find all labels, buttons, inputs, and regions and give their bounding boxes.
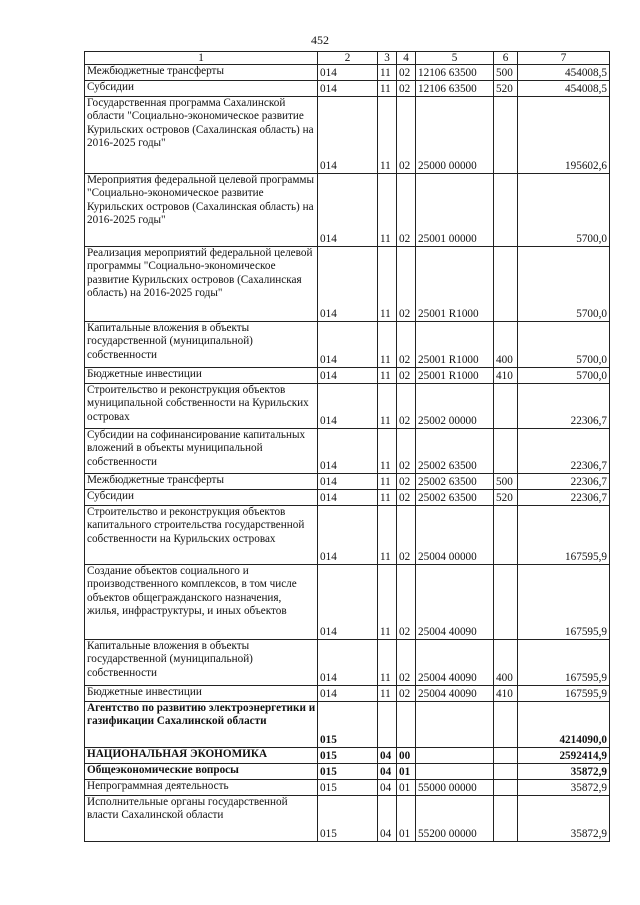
target-article-code: 25002 63500: [416, 490, 494, 506]
row-name: Строительство и реконструкция объектов муниципальной собственности на Курильских островах: [85, 384, 318, 429]
section-code: 04: [378, 780, 397, 796]
ministry-code: 014: [318, 368, 378, 384]
section-code: 11: [378, 322, 397, 368]
table-row: [85, 490, 610, 506]
expense-type-code: 520: [494, 490, 518, 506]
table-row: [85, 384, 610, 429]
target-article-code: 25002 63500: [416, 429, 494, 474]
expense-type-code: [494, 702, 518, 748]
target-article-code: 25000 00000: [416, 97, 494, 174]
ministry-code: 015: [318, 796, 378, 842]
ministry-code: 015: [318, 748, 378, 764]
subsection-code: 02: [397, 640, 416, 686]
section-code: 11: [378, 97, 397, 174]
section-code: 11: [378, 65, 397, 81]
row-name: Непрограммная деятельность: [85, 780, 318, 796]
expense-type-code: [494, 429, 518, 474]
subsection-code: 02: [397, 384, 416, 429]
ministry-code: 014: [318, 474, 378, 490]
target-article-code: [416, 702, 494, 748]
target-article-code: 25004 00000: [416, 506, 494, 565]
row-name: Субсидии на софинансирование капитальных вложений в объекты муниципальной собственности: [85, 429, 318, 474]
section-code: 11: [378, 384, 397, 429]
amount: 35872,9: [518, 796, 610, 842]
subsection-code: 02: [397, 429, 416, 474]
amount: 454008,5: [518, 65, 610, 81]
section-code: 11: [378, 565, 397, 640]
amount: 22306,7: [518, 474, 610, 490]
column-header-5: 5: [416, 52, 494, 65]
target-article-code: 12106 63500: [416, 81, 494, 97]
row-name: Бюджетные инвестиции: [85, 368, 318, 384]
table-row: [85, 640, 610, 686]
column-header-1: 1: [85, 52, 318, 65]
column-header-4: 4: [397, 52, 416, 65]
table-row: [85, 247, 610, 322]
table-row: [85, 506, 610, 565]
ministry-code: 014: [318, 429, 378, 474]
subsection-code: 02: [397, 506, 416, 565]
ministry-code: 015: [318, 780, 378, 796]
row-name: Мероприятия федеральной целевой программы "Социально-экономическое развитие Курильских островов (Сахалинская область) на 2016-2025 годы": [85, 174, 318, 247]
target-article-code: 25004 40090: [416, 640, 494, 686]
amount: 22306,7: [518, 384, 610, 429]
table-row: [85, 764, 610, 780]
expense-type-code: 400: [494, 640, 518, 686]
ministry-code: 014: [318, 686, 378, 702]
amount: 4214090,0: [518, 702, 610, 748]
section-code: 11: [378, 506, 397, 565]
subsection-code: 02: [397, 686, 416, 702]
table-row: [85, 686, 610, 702]
row-name: НАЦИОНАЛЬНАЯ ЭКОНОМИКА: [85, 748, 318, 764]
expense-type-code: 410: [494, 368, 518, 384]
row-name: Бюджетные инвестиции: [85, 686, 318, 702]
table-header-row: [85, 52, 610, 65]
expense-type-code: [494, 174, 518, 247]
table-row: [85, 65, 610, 81]
section-code: 11: [378, 81, 397, 97]
page-number: 452: [311, 33, 329, 47]
section-code: 11: [378, 247, 397, 322]
ministry-code: 014: [318, 174, 378, 247]
target-article-code: 25004 40090: [416, 565, 494, 640]
expense-type-code: 500: [494, 474, 518, 490]
ministry-code: 014: [318, 322, 378, 368]
ministry-code: 014: [318, 640, 378, 686]
section-code: 11: [378, 368, 397, 384]
section-code: 11: [378, 686, 397, 702]
amount: 35872,9: [518, 764, 610, 780]
row-name: Капитальные вложения в объекты государственной (муниципальной) собственности: [85, 322, 318, 368]
subsection-code: 02: [397, 490, 416, 506]
section-code: 11: [378, 640, 397, 686]
row-name: Создание объектов социального и производственного комплексов, в том числе объектов общегражданского назначения, жилья, инфраструктуры, и иных объектов: [85, 565, 318, 640]
ministry-code: 014: [318, 490, 378, 506]
row-name: Исполнительные органы государственной власти Сахалинской области: [85, 796, 318, 842]
ministry-code: 015: [318, 764, 378, 780]
table-row: [85, 748, 610, 764]
row-name: Субсидии: [85, 81, 318, 97]
target-article-code: 25001 R1000: [416, 247, 494, 322]
amount: 5700,0: [518, 368, 610, 384]
column-header-2: 2: [318, 52, 378, 65]
subsection-code: 02: [397, 474, 416, 490]
ministry-code: 015: [318, 702, 378, 748]
section-code: 04: [378, 796, 397, 842]
table-row: [85, 796, 610, 842]
table-row: [85, 474, 610, 490]
subsection-code: 01: [397, 780, 416, 796]
amount: 454008,5: [518, 81, 610, 97]
amount: 5700,0: [518, 174, 610, 247]
table-row: [85, 780, 610, 796]
table-row: [85, 81, 610, 97]
subsection-code: 02: [397, 565, 416, 640]
row-name: Государственная программа Сахалинской области "Социально-экономическое развитие Курильских островов (Сахалинская область) на 2016-2025 годы": [85, 97, 318, 174]
amount: 167595,9: [518, 565, 610, 640]
expense-type-code: [494, 764, 518, 780]
expense-type-code: 520: [494, 81, 518, 97]
target-article-code: 25001 00000: [416, 174, 494, 247]
amount: 22306,7: [518, 429, 610, 474]
expense-type-code: [494, 247, 518, 322]
target-article-code: 25004 40090: [416, 686, 494, 702]
section-code: 11: [378, 490, 397, 506]
target-article-code: 25002 63500: [416, 474, 494, 490]
amount: 5700,0: [518, 247, 610, 322]
ministry-code: 014: [318, 81, 378, 97]
amount: 195602,6: [518, 97, 610, 174]
subsection-code: 01: [397, 796, 416, 842]
row-name: Межбюджетные трансферты: [85, 65, 318, 81]
target-article-code: [416, 764, 494, 780]
amount: 167595,9: [518, 640, 610, 686]
expense-type-code: [494, 97, 518, 174]
subsection-code: 00: [397, 748, 416, 764]
amount: 35872,9: [518, 780, 610, 796]
expense-type-code: [494, 506, 518, 565]
table-row: [85, 702, 610, 748]
ministry-code: 014: [318, 247, 378, 322]
table-row: [85, 174, 610, 247]
target-article-code: 25001 R1000: [416, 322, 494, 368]
expense-type-code: [494, 384, 518, 429]
amount: 2592414,9: [518, 748, 610, 764]
section-code: 04: [378, 748, 397, 764]
row-name: Реализация мероприятий федеральной целевой программы "Социально-экономическое развитие Курильских островов (Сахалинская область) на 2016-2025 годы": [85, 247, 318, 322]
row-name: Строительство и реконструкция объектов капитального строительства государственной собственности на Курильских островах: [85, 506, 318, 565]
section-code: 11: [378, 429, 397, 474]
expense-type-code: [494, 565, 518, 640]
target-article-code: 25001 R1000: [416, 368, 494, 384]
expense-type-code: 400: [494, 322, 518, 368]
subsection-code: [397, 702, 416, 748]
column-header-6: 6: [494, 52, 518, 65]
section-code: [378, 702, 397, 748]
budget-table: [84, 51, 610, 842]
expense-type-code: [494, 796, 518, 842]
table-row: [85, 429, 610, 474]
subsection-code: 02: [397, 368, 416, 384]
amount: 167595,9: [518, 506, 610, 565]
amount: 5700,0: [518, 322, 610, 368]
amount: 167595,9: [518, 686, 610, 702]
row-name: Субсидии: [85, 490, 318, 506]
row-name: Межбюджетные трансферты: [85, 474, 318, 490]
column-header-7: 7: [518, 52, 610, 65]
target-article-code: 25002 00000: [416, 384, 494, 429]
section-code: 11: [378, 474, 397, 490]
column-header-3: 3: [378, 52, 397, 65]
amount: 22306,7: [518, 490, 610, 506]
subsection-code: 02: [397, 81, 416, 97]
target-article-code: 55000 00000: [416, 780, 494, 796]
target-article-code: 55200 00000: [416, 796, 494, 842]
expense-type-code: 500: [494, 65, 518, 81]
subsection-code: 02: [397, 247, 416, 322]
table-row: [85, 322, 610, 368]
subsection-code: 01: [397, 764, 416, 780]
table-row: [85, 97, 610, 174]
subsection-code: 02: [397, 322, 416, 368]
row-name: Общеэкономические вопросы: [85, 764, 318, 780]
subsection-code: 02: [397, 97, 416, 174]
table-row: [85, 368, 610, 384]
target-article-code: [416, 748, 494, 764]
section-code: 04: [378, 764, 397, 780]
subsection-code: 02: [397, 174, 416, 247]
row-name: Капитальные вложения в объекты государственной (муниципальной) собственности: [85, 640, 318, 686]
subsection-code: 02: [397, 65, 416, 81]
ministry-code: 014: [318, 97, 378, 174]
ministry-code: 014: [318, 384, 378, 429]
expense-type-code: [494, 748, 518, 764]
row-name: Агентство по развитию электроэнергетики и газификации Сахалинской области: [85, 702, 318, 748]
ministry-code: 014: [318, 506, 378, 565]
ministry-code: 014: [318, 65, 378, 81]
expense-type-code: [494, 780, 518, 796]
target-article-code: 12106 63500: [416, 65, 494, 81]
table-row: [85, 565, 610, 640]
section-code: 11: [378, 174, 397, 247]
expense-type-code: 410: [494, 686, 518, 702]
ministry-code: 014: [318, 565, 378, 640]
